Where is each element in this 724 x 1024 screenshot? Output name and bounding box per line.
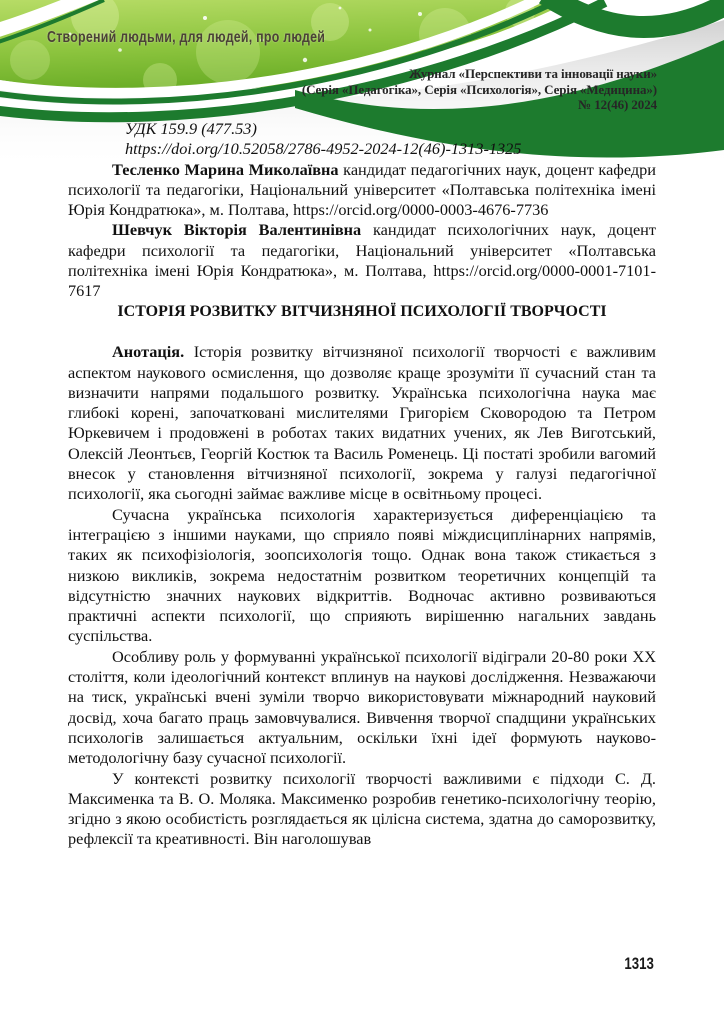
author-details-2: кандидат психологічних наук, доцент кафедри психології та педагогіки, Національний університет «Полтавська політехніка імені Юрія Кондратюка», м. Полтава, https://orcid.org/0000-0001-7101-7617 bbox=[68, 220, 656, 301]
page-number: 1313 bbox=[624, 954, 654, 973]
journal-title: Журнал «Перспективи та інновації науки» bbox=[409, 66, 657, 81]
author-block-1 bbox=[68, 160, 656, 221]
udk-code: УДК 159.9 (477.53) bbox=[125, 119, 257, 138]
abstract-label: Анотація. bbox=[112, 342, 185, 362]
abstract-paragraph-4: У контексті розвитку психології творчості важливими є підходи С. Д. Максименка та В. О. Моляка. Максименко розробив генетико-психологічну теорію, згідно з якою особистість розглядається як цілісна система, здатна до саморозвитку, рефлексії та креативності. Він наголошував bbox=[68, 768, 656, 849]
abstract-paragraph-3: Особливу роль у формуванні української психології відіграли 20-80 роки ХХ століття, коли ідеологічний контекст вплинув на наукові дослідження. Незважаючи на тиск, українські вчені зуміли творчо використовувати міжнародний науковий досвід, хоча багато праць замовчувалися. Вивчення творчої спадщини українських психологів залишається актуальним, оскільки їхні ідеї формують науково-методологічну базу сучасної психології. bbox=[68, 646, 656, 768]
journal-slogan: Створений людьми, для людей, про людей bbox=[47, 29, 326, 46]
abstract-text-1: Історія розвитку вітчизняної психології творчості є важливим аспектом наукового осмислення, що дозволяє краще зрозуміти її сучасний стан та визначити напрями подальшого розвитку. Українська психологічна наука має глибокі корені, започатковані мислителями Григорієм Сковородою та Петром Юркевичем і продовжені в роботах таких видатних учених, як Лев Виготський, Олексій Леонтьєв, Георгій Костюк та Василь Роменець. Ці постаті зробили вагомий внесок у становлення вітчизняної психології, зокрема у галузі педагогічної психології, яка сьогодні займає важливе місце в освітньому процесі. bbox=[68, 342, 656, 504]
journal-issue: № 12(46) 2024 bbox=[578, 97, 657, 113]
abstract-paragraph-1 bbox=[68, 342, 656, 504]
journal-series: (Серія «Педагогіка», Серія «Психологія», Серія «Медицина») bbox=[301, 81, 657, 97]
article-title: ІСТОРІЯ РОЗВИТКУ ВІТЧИЗНЯНОЇ ПСИХОЛОГІЇ ТВОРЧОСТІ bbox=[117, 302, 607, 320]
author-details-1: кандидат педагогічних наук, доцент кафедри психології та педагогіки, Національний університет «Полтавська політехніка імені Юрія Кондратюка», м. Полтава, https://orcid.org/0000-0003-4676-7736 bbox=[68, 159, 656, 220]
author-block-2 bbox=[68, 220, 656, 301]
article-content bbox=[68, 119, 656, 850]
author-name-1: Тесленко Марина Миколаївна bbox=[112, 159, 339, 179]
abstract-paragraph-2: Сучасна українська психологія характеризується диференціацією та інтеграцією з іншими науками, що сприяло появі міждисциплінарних напрямів, таких як психофізіологія, зоопсихологія тощо. Однак вона також стикається з низкою викликів, зокрема недостатнім розвитком теоретичних концепцій та відсутністю значних наукових відкриттів. Водночас активно розвиваються практичні аспекти психології, що сприяють вирішенню нагальних завдань суспільства. bbox=[68, 504, 656, 646]
author-name-2: Шевчук Вікторія Валентинівна bbox=[112, 220, 362, 240]
doi-link[interactable]: https://doi.org/10.52058/2786-4952-2024-12(46)-1313-1325 bbox=[125, 139, 522, 159]
journal-info-block bbox=[302, 66, 657, 113]
